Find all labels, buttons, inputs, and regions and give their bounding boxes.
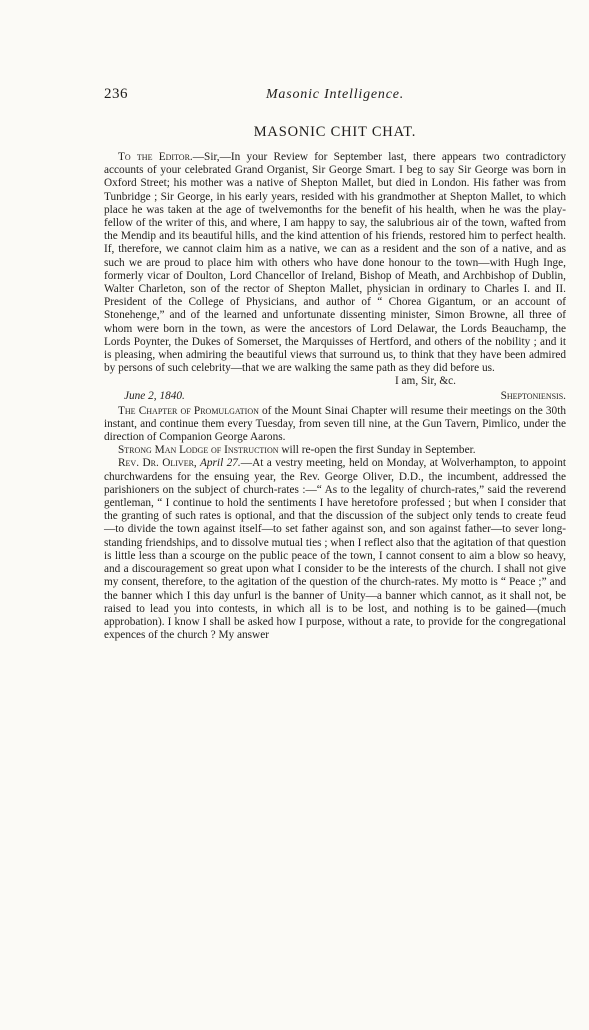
letter-body: —Sir,—In your Review for September last, there appears two contradictory accounts of your celebrated Grand Organist, Sir George Smart. I beg to say Sir George was born in Oxford Street; his mother was a native of Shepton Mallet, but died in London. His father was from Tunbridge ; Sir George, in his early years, resided with his grandmother at Shepton Mallet, to which place he was taken at the age of twelvemonths for the benefit of his health, when he was the play-fellow of the writer of this, and where, I am happy to say, the salubrious air of the town, wafted from the Mendip and its beautiful hills, and the kind attention of his friends, restored him to perfect health. If, therefore, we cannot claim him as a native, we can as a resident and the son of a native, and as such we are proud to place him with others who have done honour to the town—with Hugh Inge, formerly vicar of Doulton, Lord Chancellor of Ireland, Bishop of Meath, and Archbishop of Dublin, Walter Charleton, son of the rector of Shepton Mallet, physician in ordinary to Charles I. and II. President of the College of Physicians, and author of “ Chorea Gigantum, or an account of Stonehenge,” and of the learned and unfortunate dissenting minister, Simon Browne, all three of whom were born in the town, as were the ancestors of Lord Delawar, the Lords Beauchamp, the Lords Poynter, the Dukes of Somerset, the Marquisses of Hertford, and others of the nobility ; and it is pleasing, when admiring the beautiful views that surround us, to think that they have been admired by persons of such celebrity—that we are walking the same path as they did before us. (104, 151, 566, 375)
page-number: 236 (104, 86, 128, 102)
notice-strong-man-body: will re-open the first Sunday in September. (278, 444, 476, 457)
letter-paragraph (104, 151, 566, 375)
letter-dateline (104, 389, 566, 403)
letter-closing: I am, Sir, &c. (394, 375, 456, 388)
notice-oliver (104, 457, 566, 642)
notice-mount-sinai-lead: The Chapter of Promulgation (118, 404, 259, 417)
letter-signature: Sheptoniensis. (500, 389, 566, 402)
journal-title: Masonic Intelligence. (265, 87, 405, 102)
section-title: MASONIC CHIT CHAT. (253, 124, 417, 140)
notice-strong-man (104, 444, 566, 457)
running-head (104, 86, 566, 106)
notice-oliver-body: —At a vestry meeting, held on Monday, at Wolverhampton, to appoint churchwardens for the ensuing year, the Rev. George Oliver, D.D., the incumbent, addressed the parishioners on the subject of church-rates :—“ As to the legality of church-rates,” said the reverend gentleman, “ I continue to hold the sentiments I have heretofore professed ; but when I consider that the granting of such rates is optional, and that the discussion of the subject only tends to create feud —to divide the town against itself—to set father against son, and son against father—to sever long-standing friendships, and to dissolve mutual ties ; when I reflect also that the agitation of that question is little less than a scourge on the public peace of the town, I cannot consent to aim a blow so heavy, and a discouragement so great upon what I consider to be the interests of the church. I shall not give my consent, therefore, to the agitation of the question of the church-rates. My motto is “ Peace ;” and the banner which I this day unfurl is the banner of Unity—a banner which cannot, as it shall not, be raised to lead you into contests, in which all is to be lost, and nothing is to be gained—(much approbation). I know I shall be asked how I purpose, without a rate, to provide for the congregational expences of the church ? My answer (104, 457, 566, 642)
notice-oliver-date: April 27. (196, 457, 241, 470)
letter-date: June 2, 1840. (124, 389, 185, 402)
notice-mount-sinai-body: of the Mount Sinai Chapter will resume their meetings on the 30th instant, and continue them every Tuesday, from seven till nine, at the Gun Tavern, Pimlico, under the direction of Companion George Aarons. (104, 404, 566, 444)
letter-salutation: To the Editor. (118, 151, 193, 163)
notice-oliver-lead: Rev. Dr. Oliver, (118, 457, 197, 470)
notice-strong-man-lead: Strong Man Lodge of Instruction (118, 444, 279, 457)
notice-mount-sinai (104, 405, 566, 445)
